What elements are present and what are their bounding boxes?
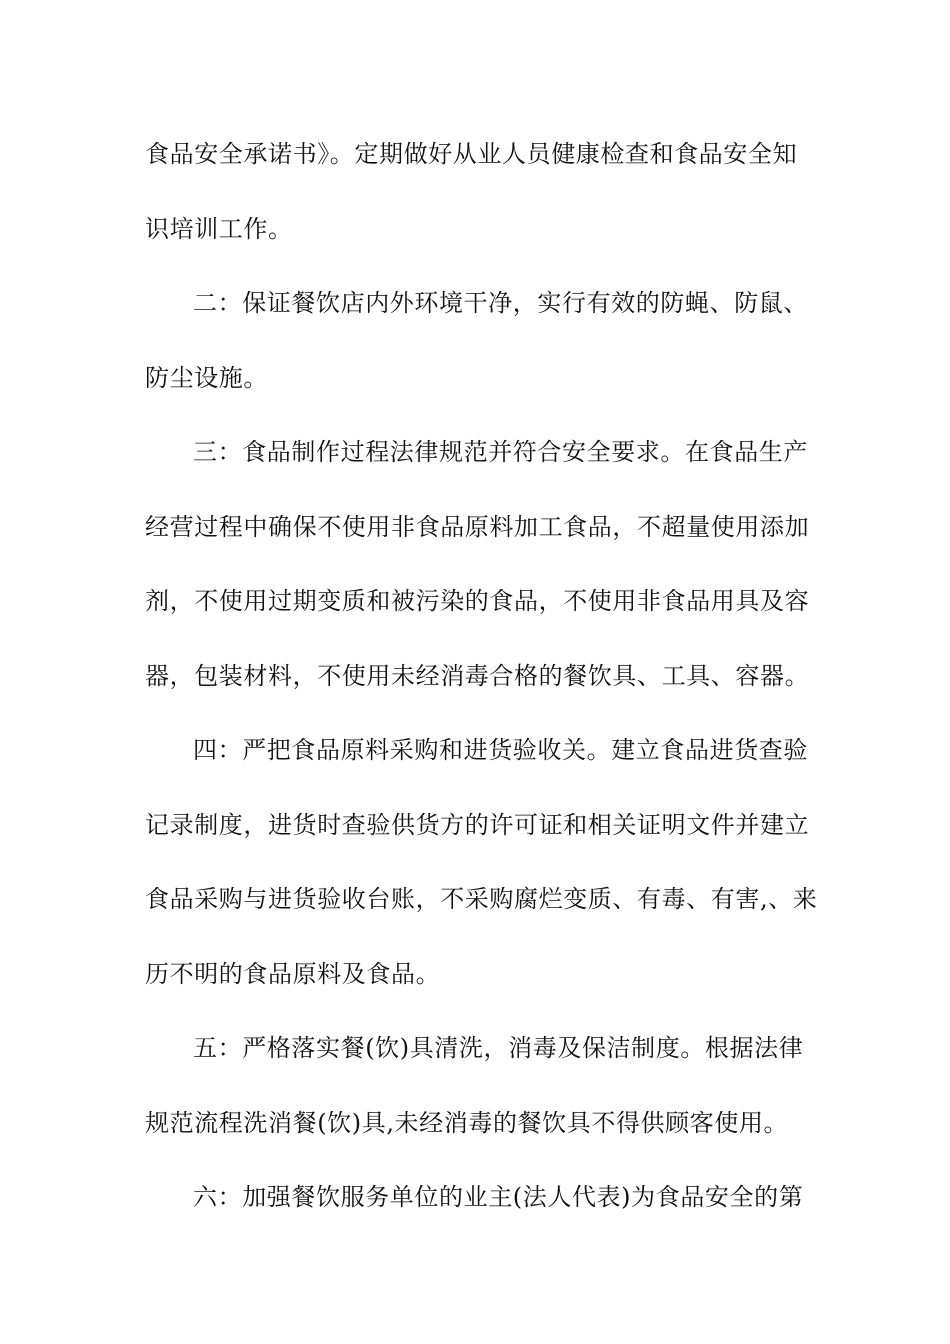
text-line: 器，包装材料，不使用未经消毒合格的餐饮具、工具、容器。 <box>145 661 810 690</box>
text-line: 食品采购与进货验收台账，不采购腐烂变质、有毒、有害,、来 <box>145 885 818 913</box>
document-body <box>145 126 825 1244</box>
paragraph-2-start: 二：保证餐饮店内外环境干净，实行有效的防蝇、防鼠、 <box>193 289 808 317</box>
text-line: 历不明的食品原料及食品。 <box>145 959 441 988</box>
text-line: 经营过程中确保不使用非食品原料加工食品，不超量使用添加 <box>145 512 810 541</box>
text-line: 规范流程洗消餐(饮)具,未经消毒的餐饮具不得供顾客使用。 <box>145 1108 789 1137</box>
text-line: 食品安全承诺书》。定期做好从业人员健康检查和食品安全知 <box>145 140 798 168</box>
paragraph-3-start: 三：食品制作过程法律规范并符合安全要求。在食品生产 <box>193 438 808 466</box>
paragraph-4-start: 四：严把食品原料采购和进货验收关。建立食品进货查验 <box>193 736 808 764</box>
text-line: 记录制度，进货时查验供货方的许可证和相关证明文件并建立 <box>145 810 810 839</box>
text-line: 剂，不使用过期变质和被污染的食品，不使用非食品用具及容 <box>145 587 810 615</box>
paragraph-5-start: 五：严格落实餐(饮)具清洗，消毒及保洁制度。根据法律 <box>193 1034 804 1062</box>
paragraph-6-start: 六：加强餐饮服务单位的业主(法人代表)为食品安全的第 <box>193 1183 804 1211</box>
text-line: 识培训工作。 <box>145 214 293 243</box>
text-line: 防尘设施。 <box>145 363 268 392</box>
